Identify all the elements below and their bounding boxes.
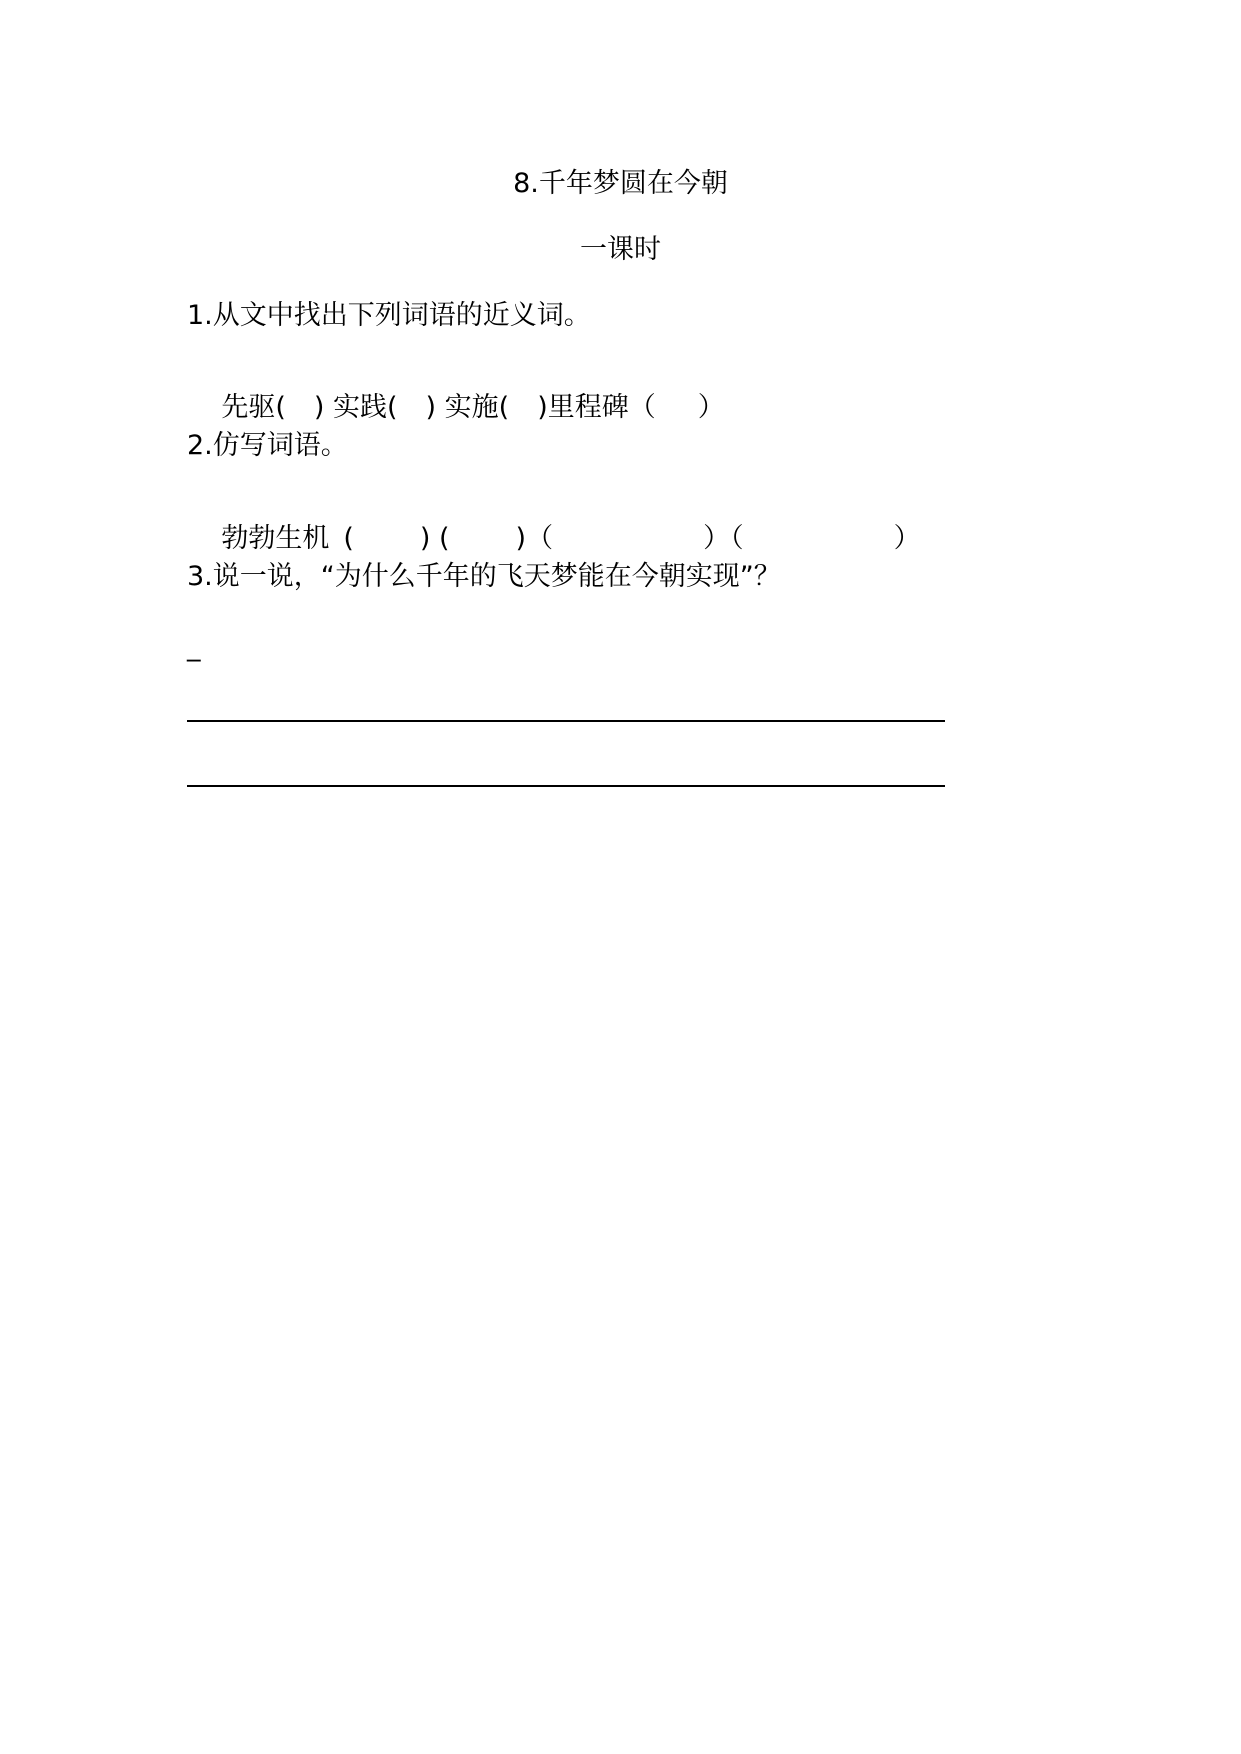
answer-line-2 xyxy=(187,785,945,787)
question-3-prompt: 3.说一说，“为什么千年的飞天梦能在今朝实现”？ xyxy=(187,561,781,592)
question-1-item-3: ) 实施( xyxy=(425,392,510,423)
answer-line-1 xyxy=(187,720,945,722)
question-2-part-5: ） xyxy=(893,523,921,554)
question-1-item-1: 先驱( xyxy=(221,392,286,423)
answer-start-mark: _ xyxy=(187,631,201,662)
question-2-example: 勃勃生机 xyxy=(221,523,330,554)
worksheet-title: 8.千年梦圆在今朝 xyxy=(513,168,728,199)
question-1-item-5: ） xyxy=(697,392,725,423)
question-2-part-3: )（ xyxy=(515,523,554,554)
question-2-part-4: ）（ xyxy=(703,523,744,554)
lesson-subtitle: 一课时 xyxy=(580,234,661,265)
question-2-part-2: ) ( xyxy=(419,523,450,554)
question-2-prompt: 2.仿写词语。 xyxy=(187,430,348,461)
question-1-item-4: )里程碑（ xyxy=(537,392,656,423)
question-1-item-2: ) 实践( xyxy=(313,392,398,423)
question-1-prompt: 1.从文中找出下列词语的近义词。 xyxy=(187,300,591,331)
question-2-part-1: ( xyxy=(343,523,354,554)
